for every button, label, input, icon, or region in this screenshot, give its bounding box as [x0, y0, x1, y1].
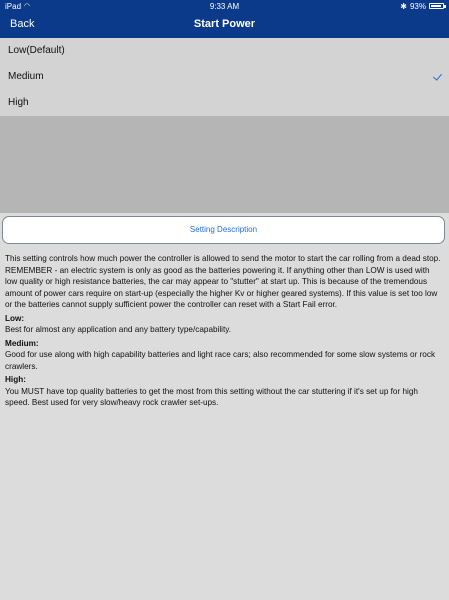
device-label: iPad: [5, 1, 22, 11]
options-list: [0, 38, 449, 116]
empty-panel: [0, 116, 449, 213]
option-label: Medium: [8, 71, 44, 82]
battery-icon: [429, 3, 444, 9]
section-heading-medium: Medium:: [5, 338, 39, 348]
nav-bar: [0, 12, 449, 38]
battery-percent: 93%: [409, 1, 426, 11]
section-text-medium: Good for use along with high capability batteries and light race cars; also recommended for some slow systems or rock crawlers.: [5, 350, 436, 371]
bluetooth-icon: ✱: [400, 1, 407, 11]
setting-description-button[interactable]: Setting Description: [2, 216, 445, 244]
option-medium[interactable]: [0, 64, 449, 90]
page-title: Start Power: [193, 18, 256, 30]
checkmark-icon: [433, 71, 442, 80]
description-intro: This setting controls how much power the controller is allowed to send the motor to start the car rolling from a dead stop. REMEMBER - an electric system is only as good as the batteries powering it. If anything other than LOW is used with low quality or high resistance batteries, the car may appear to "stutter" at start up. This is because of the tremendous amount of power cars require on start-up (especially the higher Kv or higher geared systems). If this value is set too low or the batteries cannot supply sufficient power the controller can reset with a Start Fail error.: [5, 254, 441, 309]
option-label: High: [8, 97, 29, 108]
option-high[interactable]: [0, 90, 449, 116]
section-text-low: Best for almost any application and any battery type/capability.: [5, 325, 232, 334]
option-low[interactable]: [0, 38, 449, 64]
section-heading-low: Low:: [5, 313, 25, 323]
wifi-icon: ◠: [24, 3, 31, 10]
option-label: Low(Default): [8, 45, 65, 56]
status-bar: [0, 0, 449, 12]
back-button[interactable]: Back: [10, 18, 35, 30]
status-right: [294, 2, 444, 11]
battery-fill: [431, 5, 441, 7]
section-heading-high: High:: [5, 375, 26, 384]
status-time: 9:33 AM: [209, 1, 240, 11]
description-text: [5, 253, 441, 411]
section-text-high: You MUST have top quality batteries to get the most from this setting without the car stuttering if it's set up for high speed. Best used for very slow/heavy rock crawler set-ups.: [5, 386, 418, 407]
status-left: [5, 2, 155, 11]
